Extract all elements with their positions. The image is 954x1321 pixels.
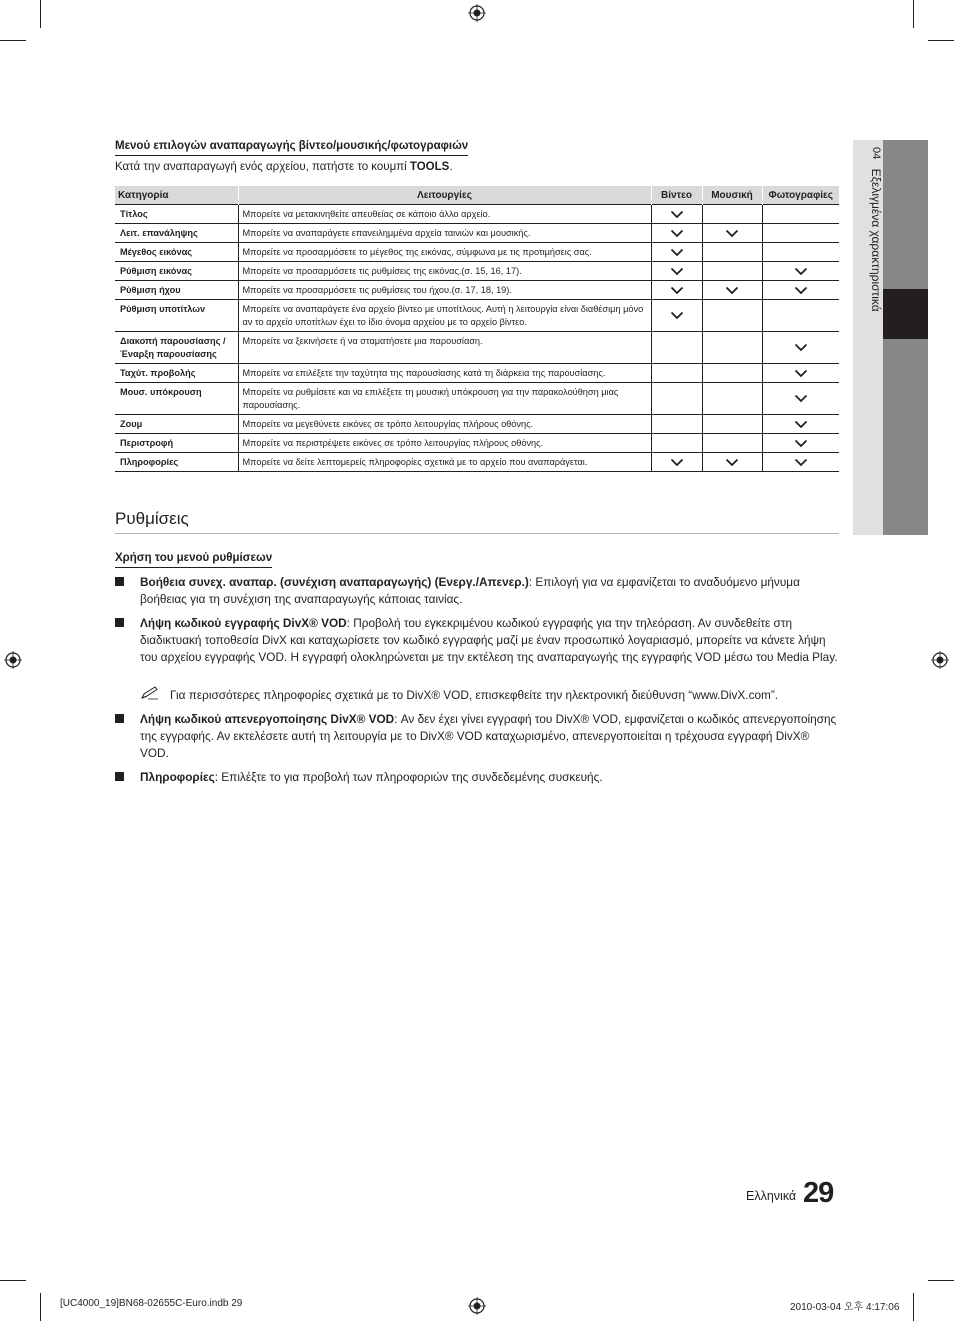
checkmark-chevron-icon [794,420,808,429]
cell-photo [762,262,839,281]
cell-function: Μπορείτε να ρυθμίσετε και να επιλέξετε τη μουσική υπόκρουση για την παρακολούθηση μιας παρουσίασης. [238,383,651,415]
cell-category: Διακοπή παρουσίασης / Έναρξη παρουσίασης [115,332,238,364]
cell-category: Περιστροφή [115,434,238,453]
bullet-text: : Αν δεν έχει γίνει εγγραφή του DivX® VOD, εμφανίζεται ο κωδικός απενεργοποίησης της εγγραφής. Αν εκτελέσετε αυτή τη λειτουργία με το DivX® VOD καταχωρισμένο, απενεργοποιείται η τρέχουσα εγγραφή DivX® VOD. [140,712,837,760]
cell-category: Μέγεθος εικόνας [115,243,238,262]
checkmark-chevron-icon [725,229,739,238]
intro-text [115,161,453,173]
cell-music [702,453,762,472]
cell-video [651,243,702,262]
checkmark-chevron-icon [670,286,684,295]
registration-mark-icon [4,651,22,669]
table-row [115,205,839,224]
heading-rule [115,533,839,534]
col-header-photos: Φωτογραφίες [762,186,839,205]
cell-video [651,262,702,281]
cell-category: Ταχύτ. προβολής [115,364,238,383]
footer-language: Ελληνικά [746,1189,797,1203]
table-row [115,415,839,434]
cell-video [651,332,702,364]
table-row [115,453,839,472]
table-row [115,434,839,453]
cell-category: Ζουμ [115,415,238,434]
cell-category: Ρύθμιση εικόνας [115,262,238,281]
col-header-video: Βίντεο [651,186,702,205]
pencil-note-icon [140,685,160,701]
crop-mark-bottom-left-h [0,1280,26,1281]
cell-function: Μπορείτε να μετακινηθείτε απευθείας σε κάποιο άλλο αρχείο. [238,205,651,224]
cell-video [651,224,702,243]
cell-category: Πληροφορίες [115,453,238,472]
crop-mark-top-right-v [913,0,914,28]
cell-video [651,434,702,453]
settings-heading: Ρυθμίσεις [115,509,189,528]
bullet-item [115,574,839,608]
cell-photo [762,364,839,383]
cell-category: Ρύθμιση υποτίτλων [115,300,238,332]
chapter-title: Εξελιγμένα χαρακτηριστικά [869,168,883,312]
cell-category: Λειτ. επανάληψης [115,224,238,243]
checkmark-chevron-icon [670,248,684,257]
cell-video [651,364,702,383]
col-header-functions: Λειτουργίες [238,186,651,205]
cell-video [651,453,702,472]
cell-photo [762,300,839,332]
note-item [140,687,840,704]
checkmark-chevron-icon [794,394,808,403]
cell-function: Μπορείτε να προσαρμόσετε τις ρυθμίσεις της εικόνας.(σ. 15, 16, 17). [238,262,651,281]
cell-photo [762,281,839,300]
checkmark-chevron-icon [794,343,808,352]
cell-function: Μπορείτε να δείτε λεπτομερείς πληροφορίες σχετικά με το αρχείο που αναπαράγεται. [238,453,651,472]
bullet-text: : Επιλογή για να εμφανίζεται το αναδυόμενο μήνυμα βοήθειας για τη συνέχιση της αναπαραγωγής κάποιας ταινίας. [140,575,800,606]
section-title: Μενού επιλογών αναπαραγωγής βίντεο/μουσικής/φωτογραφιών [115,140,468,156]
table-row [115,262,839,281]
square-bullet-icon [115,714,124,723]
cell-function: Μπορείτε να ξεκινήσετε ή να σταματήσετε μια παρουσίαση. [238,332,651,364]
checkmark-chevron-icon [670,458,684,467]
bullet-term: Βοήθεια συνεχ. αναπαρ. (συνέχιση αναπαραγωγής) (Ενεργ./Απενερ.) [140,575,529,589]
checkmark-chevron-icon [670,229,684,238]
checkmark-chevron-icon [794,267,808,276]
cell-music [702,262,762,281]
cell-music [702,434,762,453]
registration-mark-icon [468,4,486,22]
checkmark-chevron-icon [670,311,684,320]
cell-function: Μπορείτε να αναπαράγετε ένα αρχείο βίντεο με υποτίτλους. Αυτή η λειτουργία είναι διαθέσιμη μόνο αν το αρχείο υποτίτλων έχει το ίδιο όνομα αρχείου με το αρχείο βίντεο. [238,300,651,332]
bullet-term: Λήψη κωδικού απενεργοποίησης DivX® VOD [140,712,395,726]
table-row [115,224,839,243]
cell-photo [762,383,839,415]
col-header-music: Μουσική [702,186,762,205]
cell-video [651,300,702,332]
crop-mark-top-right-h [928,40,954,41]
square-bullet-icon [115,618,124,627]
registration-mark-icon [468,1297,486,1315]
checkmark-chevron-icon [670,210,684,219]
registration-mark-icon [931,651,949,669]
crop-mark-top-left-v [40,0,41,28]
checkmark-chevron-icon [725,458,739,467]
crop-mark-bottom-right-v [913,1293,914,1321]
table-row [115,300,839,332]
cell-function: Μπορείτε να περιστρέψετε εικόνες σε τρόπο λειτουργίας πλήρους οθόνης. [238,434,651,453]
settings-subtitle: Χρήση του μενού ρυθμίσεων [115,552,272,568]
intro-prefix: Κατά την αναπαραγωγή ενός αρχείου, πατήστε το κουμπί [115,161,410,173]
cell-video [651,281,702,300]
table-row [115,243,839,262]
col-header-category: Κατηγορία [115,186,238,205]
note-text: Για περισσότερες πληροφορίες σχετικά με το DivX® VOD, επισκεφθείτε την ηλεκτρονική διεύθυνση “www.DivX.com”. [170,688,779,702]
bullet-text: : Προβολή του εγκεκριμένου κωδικού εγγραφής για την τηλεόραση. Αν συνδεθείτε στη διαδικτυακή τοποθεσία DivX και καταχωρίσετε τον κωδικό εγγραφής μαζί με έναν προσωπικό λογαριασμό, μπορείτε να κάνετε λήψη του αρχείου εγγραφής VOD. Η εγγραφή ολοκληρώνεται με την εκτέλεση της αναπαραγωγής της εγγραφής VOD μέσω του Media Play. [140,616,838,664]
checkmark-chevron-icon [794,439,808,448]
table-row [115,332,839,364]
cell-photo [762,453,839,472]
print-slug-file: [UC4000_19]BN68-02655C-Eurο.indb 29 [60,1298,243,1309]
cell-photo [762,205,839,224]
cell-photo [762,415,839,434]
checkmark-chevron-icon [794,369,808,378]
cell-music [702,332,762,364]
cell-music [702,383,762,415]
table-header-row [115,186,839,205]
cell-music [702,300,762,332]
tools-key: TOOLS [409,161,450,173]
chapter-tab-label [869,147,883,312]
cell-function: Μπορείτε να προσαρμόσετε το μέγεθος της εικόνας, σύμφωνα με τις προτιμήσεις σας. [238,243,651,262]
bullet-item [115,711,839,762]
print-slug-datetime: 2010-03-04 오후 4:17:06 [790,1302,900,1313]
cell-music [702,224,762,243]
cell-function: Μπορείτε να μεγεθύνετε εικόνες σε τρόπο λειτουργίας πλήρους οθόνης. [238,415,651,434]
square-bullet-icon [115,772,124,781]
table-row [115,281,839,300]
intro-suffix: . [449,161,453,173]
cell-music [702,243,762,262]
cell-category: Ρύθμιση ήχου [115,281,238,300]
table-row [115,383,839,415]
crop-mark-top-left-h [0,40,26,41]
cell-video [651,205,702,224]
crop-mark-bottom-right-h [928,1280,954,1281]
cell-category: Τίτλος [115,205,238,224]
square-bullet-icon [115,577,124,586]
cell-music [702,415,762,434]
page-number: 29 [803,1177,834,1209]
cell-photo [762,224,839,243]
cell-video [651,415,702,434]
checkmark-chevron-icon [794,458,808,467]
checkmark-chevron-icon [670,267,684,276]
crop-mark-bottom-left-v [40,1293,41,1321]
checkmark-chevron-icon [794,286,808,295]
bullet-text: : Επιλέξτε το για προβολή των πληροφοριών της συνδεδεμένης συσκευής. [214,770,603,784]
bullet-term: Λήψη κωδικού εγγραφής DivX® VOD [140,616,347,630]
cell-function: Μπορείτε να προσαρμόσετε τις ρυθμίσεις του ήχου.(σ. 17, 18, 19). [238,281,651,300]
cell-video [651,383,702,415]
table-row [115,364,839,383]
chapter-tab-marker [883,289,928,339]
bullet-term: Πληροφορίες [140,770,215,784]
bullet-item [115,615,839,666]
cell-function: Μπορείτε να αναπαράγετε επανειλημμένα αρχεία ταινιών και μουσικής. [238,224,651,243]
bullet-item [115,769,839,786]
table-body [115,205,839,472]
cell-photo [762,332,839,364]
play-options-table [115,186,839,472]
cell-function: Μπορείτε να επιλέξετε την ταχύτητα της παρουσίασης κατά τη διάρκεια της παρουσίασης. [238,364,651,383]
cell-photo [762,243,839,262]
cell-music [702,205,762,224]
cell-music [702,364,762,383]
cell-music [702,281,762,300]
chapter-number: 04 [870,147,882,160]
cell-photo [762,434,839,453]
checkmark-chevron-icon [725,286,739,295]
cell-category: Μουσ. υπόκρουση [115,383,238,415]
